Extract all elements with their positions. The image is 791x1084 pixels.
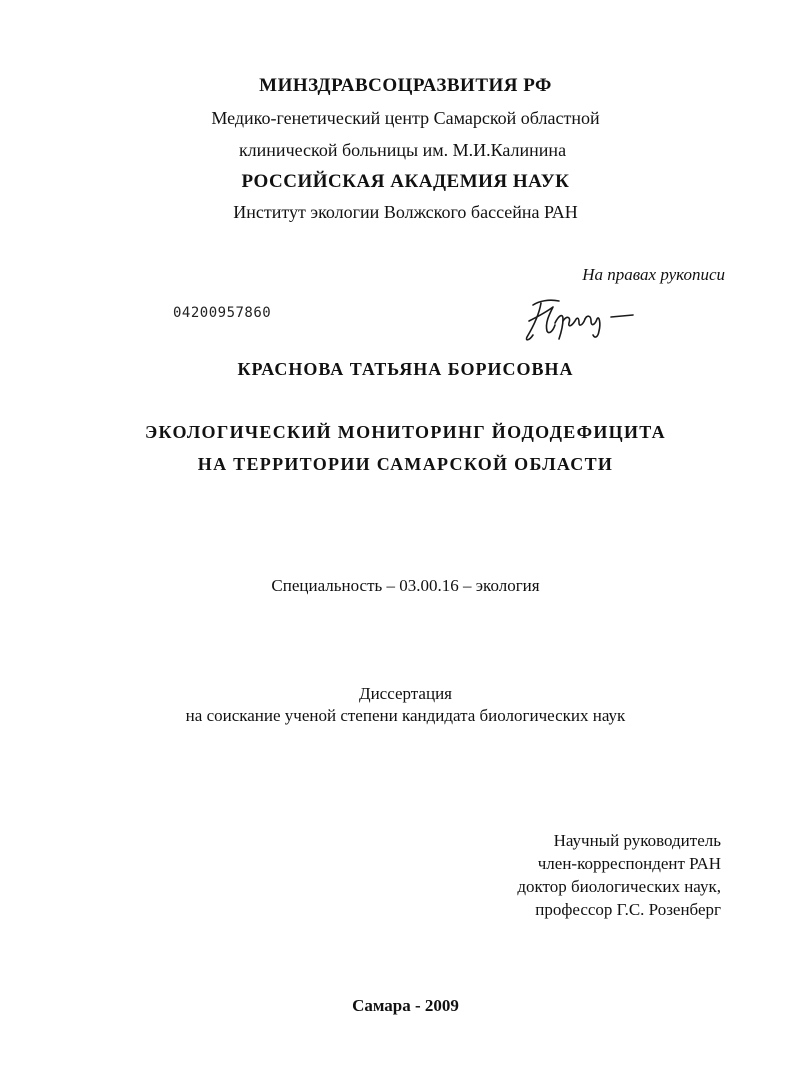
supervisor-line-4: профессор Г.С. Розенберг: [535, 900, 721, 919]
medical-center-line-2: клинической больницы им. М.И.Калинина: [238, 140, 567, 160]
city-year-footer: Самара - 2009: [352, 996, 459, 1015]
institute-line: Институт экологии Волжского бассейна РАН: [233, 202, 578, 222]
supervisor-line-3: доктор биологических наук,: [517, 877, 721, 896]
specialty-line: Специальность – 03.00.16 – экология: [271, 576, 540, 595]
author-name: КРАСНОВА ТАТЬЯНА БОРИСОВНА: [237, 359, 574, 379]
signature-icon: [519, 293, 637, 345]
academy-heading: РОССИЙСКАЯ АКАДЕМИЯ НАУК: [241, 171, 570, 192]
supervisor-line-2: член-корреспондент РАН: [537, 854, 721, 873]
catalog-number-stamp: 04200957860: [173, 305, 272, 321]
supervisor-line-1: Научный руководитель: [553, 831, 721, 850]
supervisor-block: [517, 829, 721, 921]
dissertation-label: Диссертация: [358, 684, 452, 703]
dissertation-title-line-1: ЭКОЛОГИЧЕСКИЙ МОНИТОРИНГ ЙОДОДЕФИЦИТА: [145, 422, 666, 442]
ministry-heading: МИНЗДРАВСОЦРАЗВИТИЯ РФ: [259, 75, 552, 96]
medical-center-line-1: Медико-генетический центр Самарской областной: [211, 108, 600, 128]
dissertation-title-line-2: НА ТЕРРИТОРИИ САМАРСКОЙ ОБЛАСТИ: [197, 454, 614, 474]
manuscript-rights-note: На правах рукописи: [582, 265, 725, 284]
degree-line: на соискание ученой степени кандидата биологических наук: [185, 706, 626, 725]
